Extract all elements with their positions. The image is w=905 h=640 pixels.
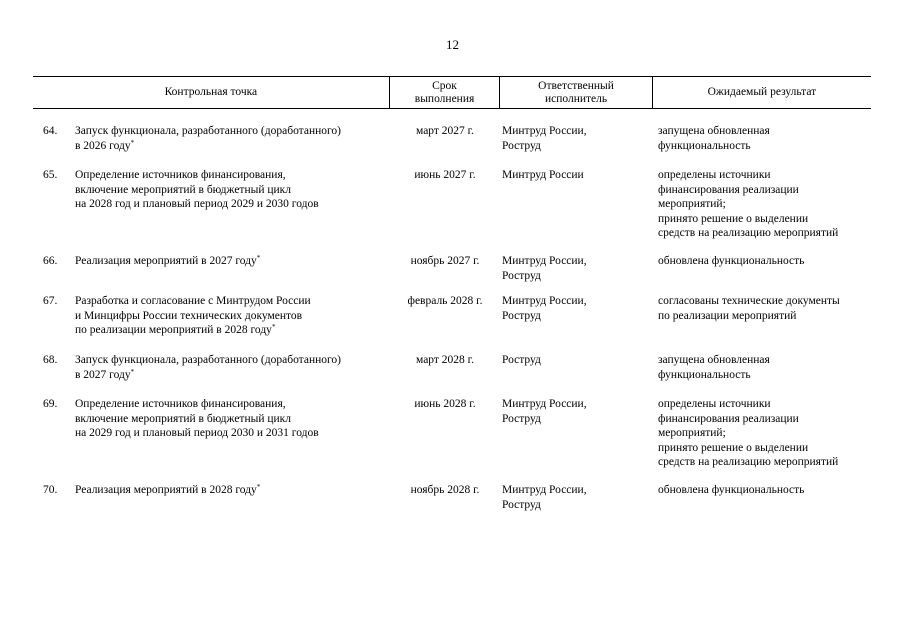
row-number: 70. bbox=[43, 484, 58, 496]
footnote-mark: * bbox=[271, 323, 276, 331]
row-deadline: март 2028 г. bbox=[416, 354, 474, 366]
row-executor: Роструд bbox=[502, 354, 541, 366]
row-executor: Минтруд России, Роструд bbox=[502, 398, 587, 425]
row-deadline: ноябрь 2028 г. bbox=[410, 484, 480, 496]
row-result: определены источники финансирования реализации мероприятий; принято решение о выделении средств на реализацию мероприятий bbox=[658, 169, 839, 239]
row-result: запущена обновленная функциональность bbox=[658, 125, 770, 152]
row-checkpoint: Запуск функционала, разработанного (доработанного) в 2026 году* bbox=[75, 125, 342, 152]
page-number: 12 bbox=[446, 37, 459, 52]
row-number: 69. bbox=[43, 398, 58, 410]
footnote-mark: * bbox=[256, 254, 261, 262]
footnote-mark: * bbox=[130, 367, 135, 376]
row-number: 65. bbox=[43, 169, 58, 181]
row-executor: Минтруд России, Роструд bbox=[502, 295, 587, 322]
checkpoint-table bbox=[33, 76, 871, 511]
footnote-mark: * bbox=[256, 483, 261, 491]
row-executor: Минтруд России, Роструд bbox=[502, 255, 587, 282]
row-checkpoint: Определение источников финансирования, включение мероприятий в бюджетный цикл на 2029 год и плановый период 2030 и 2031 годов bbox=[75, 398, 319, 439]
row-number: 66. bbox=[43, 255, 58, 267]
footnote-mark: * bbox=[130, 138, 135, 147]
row-checkpoint: Разработка и согласование с Минтрудом России и Минцифры России технических документов по реализации мероприятий в 2028 году* bbox=[75, 295, 311, 336]
row-result: обновлена функциональность bbox=[658, 255, 805, 267]
header-deadline: Срок выполнения bbox=[389, 77, 500, 108]
row-checkpoint: Запуск функционала, разработанного (доработанного) в 2027 году* bbox=[75, 354, 342, 381]
header-executor: Ответственный исполнитель bbox=[499, 77, 651, 108]
row-deadline: июнь 2028 г. bbox=[414, 398, 476, 410]
row-number: 64. bbox=[43, 125, 58, 137]
header-result: Ожидаемый результат bbox=[652, 77, 871, 108]
row-executor: Минтруд России, Роструд bbox=[502, 484, 587, 511]
row-checkpoint: Реализация мероприятий в 2027 году* bbox=[75, 254, 261, 267]
row-executor: Минтруд России bbox=[502, 169, 584, 181]
row-deadline: ноябрь 2027 г. bbox=[410, 255, 480, 267]
row-deadline: март 2027 г. bbox=[416, 125, 474, 137]
row-number: 67. bbox=[43, 295, 58, 307]
table-header bbox=[33, 76, 871, 109]
row-result: обновлена функциональность bbox=[658, 484, 805, 496]
row-deadline: февраль 2028 г. bbox=[407, 295, 483, 307]
row-checkpoint: Реализация мероприятий в 2028 году* bbox=[75, 483, 261, 496]
row-result: определены источники финансирования реализации мероприятий; принято решение о выделении средств на реализацию мероприятий bbox=[658, 398, 839, 468]
row-deadline: июнь 2027 г. bbox=[414, 169, 476, 181]
row-result: запущена обновленная функциональность bbox=[658, 354, 770, 381]
row-executor: Минтруд России, Роструд bbox=[502, 125, 587, 152]
row-number: 68. bbox=[43, 354, 58, 366]
row-result: согласованы технические документы по реализации мероприятий bbox=[658, 295, 840, 322]
header-checkpoint: Контрольная точка bbox=[164, 86, 258, 98]
row-checkpoint: Определение источников финансирования, включение мероприятий в бюджетный цикл на 2028 год и плановый период 2029 и 2030 годов bbox=[75, 169, 319, 210]
